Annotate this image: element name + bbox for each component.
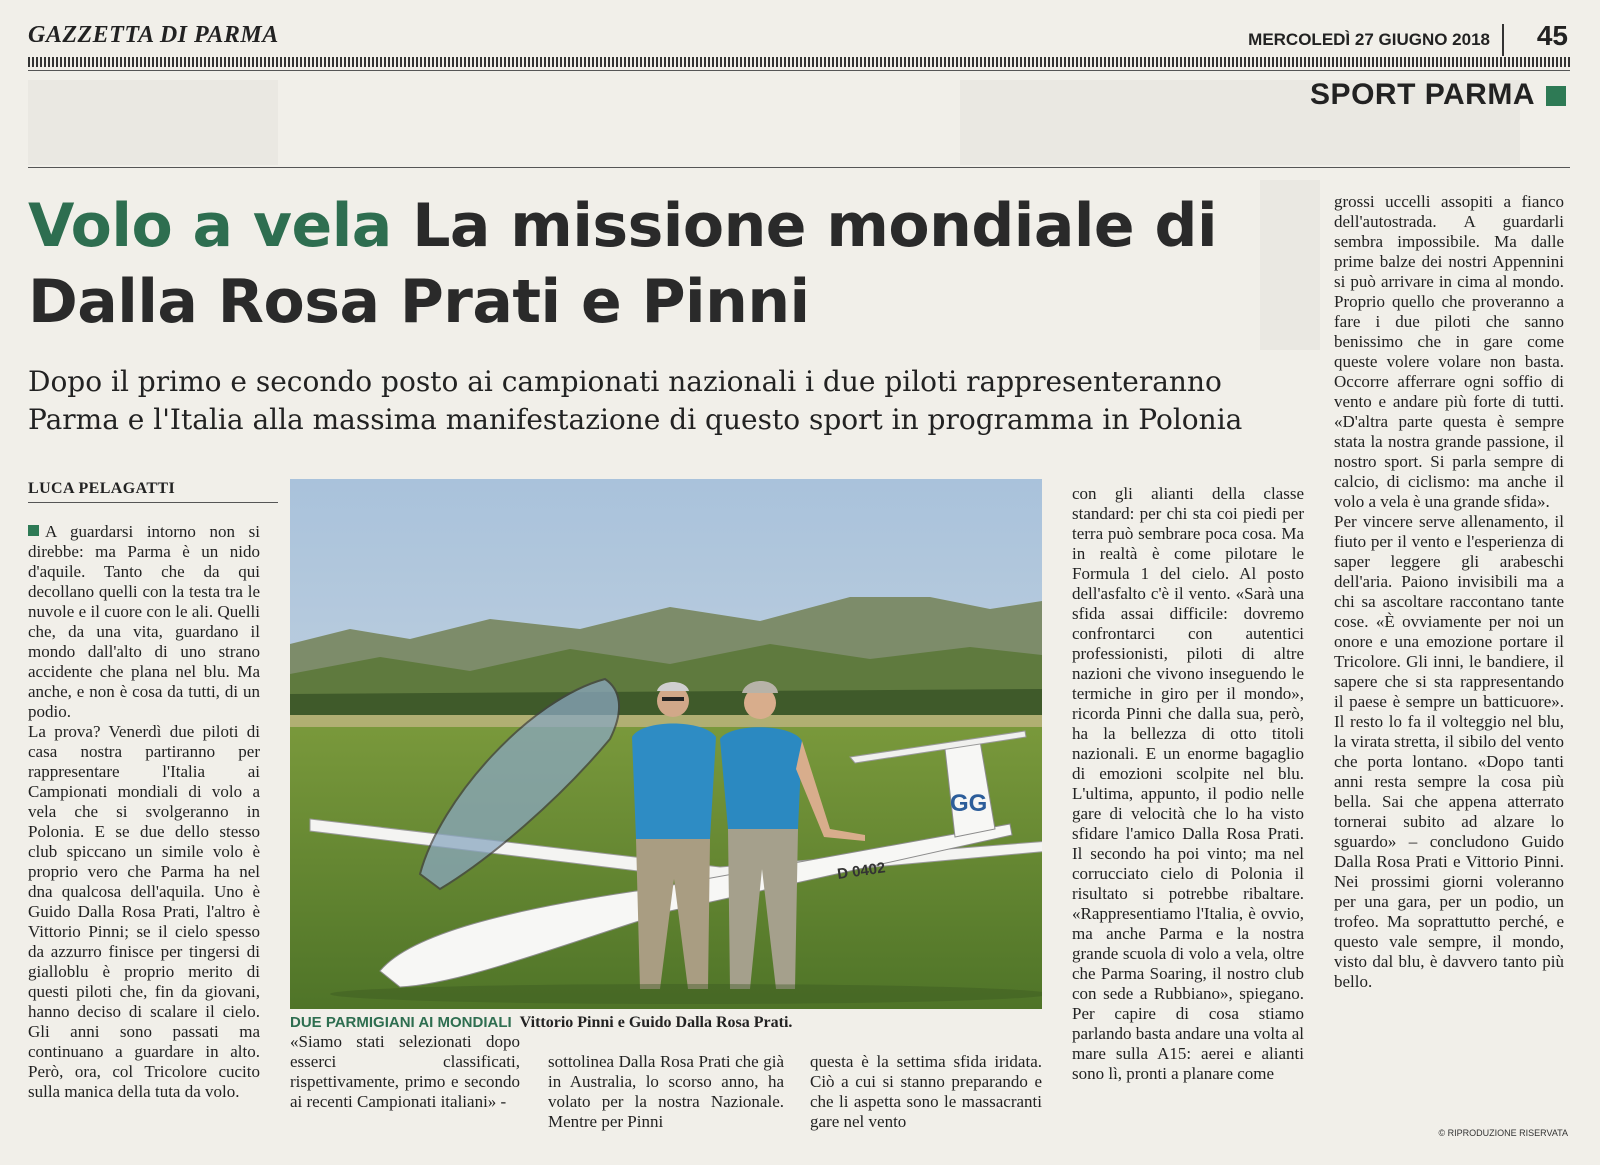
subheadline: Dopo il primo e secondo posto ai campionati nazionali i due piloti rappresenteranno Parma e l'Italia alla massima manifestazione di questo sport in programma in Polonia	[28, 365, 1243, 436]
issue-date: MERCOLEDÌ 27 GIUGNO 2018	[1248, 30, 1490, 49]
glider-photo-illustration	[290, 479, 1042, 1009]
copyright-notice: © RIPRODUZIONE RISERVATA	[1438, 1128, 1568, 1138]
page-number: 45	[1536, 20, 1568, 51]
glider-tail-code: GG	[950, 790, 988, 817]
page-number-divider	[1502, 24, 1504, 56]
article-photo	[290, 479, 1042, 1009]
article-column-2: «Siamo stati selezionati dopo esserci classificati, rispettivamente, primo e secondo ai recenti Campionati italiani» -	[290, 1032, 520, 1111]
headline-kicker: Volo a vela	[28, 191, 392, 261]
article-column-1	[28, 522, 260, 1102]
masthead-dotted-rule	[28, 57, 1570, 67]
show-through-block	[28, 80, 278, 165]
article-column-3: sottolinea Dalla Rosa Prati che già in Australia, lo scorso anno, ha volato per la nostra Nazionale. Mentre per Pinni	[548, 1052, 784, 1131]
headline	[28, 188, 1298, 340]
section-rule	[28, 167, 1570, 168]
headline-title: La missione mondiale di Dalla Rosa Prati e Pinni	[28, 191, 1218, 337]
article-column-6	[1334, 192, 1564, 992]
body-paragraph: Per vincere serve allenamento, il fiuto per il vento e l'esperienza di saper leggere gli arabeschi dell'aria. Paiono invisibili ma a chi sa ascoltare raccontano tante cose. «È ovviamente per noi un onore e una emozione portare il Tricolore. Gli inni, le bandiere, il sapere che si sta rappresentando il paese è sempre un batticuore». Il resto lo fa il volteggio nel blu, la virata stretta, il sibilo del vento che porta lontano. «Dopo tanti anni resta sempre la cosa più bella. Sai che appena atterrato tornerai subito ad alzare lo sguardo» – concludono Guido Dalla Rosa Prati e Vittorio Pinni. Nei prossimi giorni voleranno per una gara, per un podio, un trofeo. Ma soprattutto perché, e questo vale sempre, il mondo, visto dal blu, è davvero tanto più bello.	[1334, 512, 1564, 991]
photo-caption	[290, 1014, 1050, 1032]
caption-text: Vittorio Pinni e Guido Dalla Rosa Prati.	[519, 1014, 793, 1031]
article-column-5: con gli alianti della classe standard: per chi sta coi piedi per terra può sembrare poca cosa. Ma in realtà è come pilotare le Formula 1 del cielo. Al posto dell'asfalto c'è il vento. «Sarà una sfida assai difficile: dovremo confrontarci con autentici professionisti, piloti di altre nazioni che vivono inseguendo le termiche in giro per il mondo», ricorda Pinni che dalla sua, però, ha la bellezza di otto titoli nazionali. E un enorme bagaglio di emozioni scolpite nel blu. L'ultima, appunto, il podio nelle gare di velocità che lo ha visto sfidare l'amico Dalla Rosa Prati. Il secondo ha poi vinto; ma nel corrucciato cielo di Polonia il risultato si potrebbe ribaltare. «Rappresentiamo l'Italia, è ovvio, ma anche Parma e la nostra grande scuola di volo a vela, oltre che Parma Soaring, il nostro club con sede a Rubbiano», spiegano. Per capire di cosa stiamo parlando basta andare una volta al mare sulla A15: aerei e alianti sono lì, pronti a planare come	[1072, 484, 1304, 1083]
lead-paragraph: A guardarsi intorno non si direbbe: ma Parma è un nido d'aquile. Tanto che da qui decollano quelli con la testa tra le nuvole e il cuore con le ali. Quelli che, da una vita, guardano il mondo dall'alto di uno strano accidente che plana nel blu. Ma anche, e non è cosa da tutti, di un podio.	[28, 522, 260, 721]
lead-marker-icon	[28, 525, 39, 536]
masthead-rule	[28, 70, 1570, 71]
byline: LUCA PELAGATTI	[28, 480, 176, 497]
body-paragraph: grossi uccelli assopiti a fianco dell'autostrada. A guardarli sembra impossibile. Ma dalle prime balze dei nostri Appennini si può arrivare in cima al mondo. Proprio quello che proveranno a fare i due piloti che sanno benissimo che in gare come queste volere volare non basta. Occorre afferrare ogni soffio di vento e andare più forte di tutti. «D'altra parte questa è sempre stata la nostra grande passione, il nostro sport. Si parla sempre di calcio, di ciclismo: ma anche il volo a vela è una grande sfida».	[1334, 192, 1564, 511]
section-title: SPORT PARMA	[1310, 78, 1535, 111]
glider-registration: D 0402	[836, 859, 887, 883]
masthead	[28, 20, 1570, 60]
paper-name: GAZZETTA DI PARMA	[28, 22, 279, 48]
body-paragraph: La prova? Venerdì due piloti di casa nostra partiranno per rappresentare l'Italia ai Campionati mondiali di volo a vela che si svolgeranno in Polonia. E se due dello stesso club spiccano un simile volo è proprio vero che Parma ha nel dna qualcosa dell'aquila. Uno è Guido Dalla Rosa Prati, l'altro è Vittorio Pinni; se il cielo spesso da azzurro finisce per tingersi di gialloblu è proprio merito di questi piloti che, fin da giovani, hanno deciso di scalare il cielo. Gli anni sono passati ma continuano a guardare in alto. Però, ora, col Tricolore cucito sulla manica della tuta da volo.	[28, 722, 260, 1101]
article-column-4: questa è la settima sfida iridata. Ciò a cui si stanno preparando e che li aspetta sono le massacranti gare nel vento	[810, 1052, 1042, 1131]
section-marker-icon	[1546, 86, 1566, 106]
caption-label: DUE PARMIGIANI AI MONDIALI	[290, 1014, 512, 1031]
byline-rule	[28, 502, 278, 503]
